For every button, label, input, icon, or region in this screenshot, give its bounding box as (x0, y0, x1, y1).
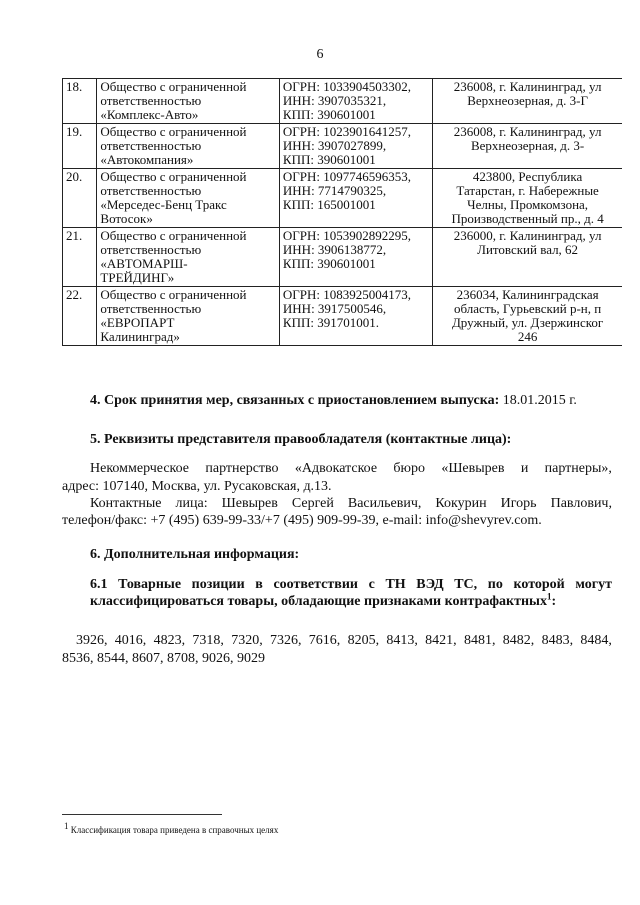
justified-text: Контактные лица: Шевырев Сергей Васильевич, Кокурин Игорь Павлович, (90, 496, 612, 511)
section-6-1-line1 (90, 577, 612, 593)
footnote-text: Классификация товара приведена в справочных целях (70, 825, 279, 835)
address-line: Дружный, ул. Дзержинског (451, 315, 604, 330)
address-line: Литовский вал, 62 (477, 242, 579, 257)
registration-codes-line: ИНН: 3906138772, (282, 242, 387, 257)
registration-codes-line: ОГРН: 1033904503302, (282, 79, 412, 94)
section-5-para2-line1 (90, 496, 612, 512)
registration-codes-line: КПП: 165001001 (282, 197, 376, 212)
row-number: 18. (63, 79, 97, 124)
organization-name-line: Общество с ограниченной (100, 124, 247, 139)
registration-codes (279, 287, 432, 346)
organization-name-line: Общество с ограниченной (100, 169, 247, 184)
section-5-para1-line2: адрес: 107140, Москва, ул. Русаковская, д.13. (62, 479, 332, 494)
address-line: Верхнеозерная, д. 3-Г (467, 93, 588, 108)
organization-name-line: «Автокомпания» (100, 152, 194, 167)
organization-name-line: ответственностью (100, 183, 202, 198)
registration-codes-line: ИНН: 3907027899, (282, 138, 387, 153)
footnote-divider (62, 814, 222, 815)
registration-codes (279, 228, 432, 287)
section-5-para1-line1 (90, 461, 612, 477)
address (433, 287, 622, 346)
organization-name-line: Вотосок» (100, 211, 153, 226)
organization-name-line: Общество с ограниченной (100, 287, 247, 302)
footnote (64, 821, 279, 835)
address-line: 236000, г. Калининград, ул (453, 228, 602, 243)
organization-name-line: ответственностью (100, 301, 202, 316)
registration-codes (279, 124, 432, 169)
organization-name (97, 228, 280, 287)
address-line: 246 (517, 329, 538, 344)
table-row (63, 169, 623, 228)
address-line: Верхнеозерная, д. 3- (470, 138, 585, 153)
organization-name (97, 79, 280, 124)
address-line: Татарстан, г. Набережные (456, 183, 599, 198)
registration-codes-line: ОГРН: 1053902892295, (282, 228, 412, 243)
hs-codes-line2: 8536, 8544, 8607, 8708, 9026, 9029 (62, 651, 265, 666)
section-5-heading: 5. Реквизиты представителя правообладателя (контактные лица): (90, 432, 512, 447)
organization-name (97, 169, 280, 228)
section-6-1-line2: классифицироваться товары, обладающие признаками контрафактных$^1$: (90, 591, 557, 609)
row-number: 19. (63, 124, 97, 169)
section-6-heading: 6. Дополнительная информация: (90, 547, 300, 562)
organization-name-line: Общество с ограниченной (100, 79, 247, 94)
organization-name-line: «Мерседес-Бенц Тракс (100, 197, 227, 212)
address-line: 423800, Республика (472, 169, 583, 184)
table-row (63, 79, 623, 124)
registration-codes-line: ОГРН: 1097746596353, (282, 169, 412, 184)
address-line: область, Гурьевский р-н, п (454, 301, 602, 316)
row-number: 21. (63, 228, 97, 287)
section-4-heading (90, 393, 577, 409)
registration-codes (279, 79, 432, 124)
address-line: 236008, г. Калининград, ул (453, 124, 602, 139)
justified-text: Некоммерческое партнерство «Адвокатское бюро «Шевырев и партнеры», (90, 461, 612, 476)
row-number: 20. (63, 169, 97, 228)
organization-name-line: ТРЕЙДИНГ» (100, 270, 175, 285)
registration-codes-line: ОГРН: 1083925004173, (282, 287, 412, 302)
organization-name-line: «АВТОМАРШ- (100, 256, 188, 271)
organization-name (97, 287, 280, 346)
address-line: 236008, г. Калининград, ул (453, 79, 602, 94)
registration-codes-line: ОГРН: 1023901641257, (282, 124, 412, 139)
registration-codes-line: КПП: 391701001. (282, 315, 379, 330)
justified-text: 6.1 Товарные позиции в соответствии с ТН ВЭД ТС, по которой могут (90, 577, 612, 592)
section-5-para2-line2: телефон/факс: +7 (495) 639-99-33/+7 (495) 909-99-39, e-mail: info@shevyrev.com. (62, 513, 542, 528)
address (433, 169, 622, 228)
footnote-ref: 1 (547, 591, 552, 602)
address-line: 236034, Калининградская (456, 287, 599, 302)
hs-codes-line1 (76, 633, 612, 649)
organization-name-line: ответственностью (100, 242, 202, 257)
address (433, 79, 622, 124)
page-number: 6 (316, 47, 324, 62)
organization-name-line: ответственностью (100, 93, 202, 108)
address (433, 124, 622, 169)
registration-codes (279, 169, 432, 228)
organization-name-line: Калининград» (100, 329, 180, 344)
section-4-date: 18.01.2015 г. (502, 393, 577, 408)
registration-codes-line: КПП: 390601001 (282, 256, 376, 271)
section-4-label: 4. Срок принятия мер, связанных с приостановлением выпуска: (90, 393, 500, 408)
organization-name-line: «Комплекс-Авто» (100, 107, 199, 122)
organization-name-line: ответственностью (100, 138, 202, 153)
address-line: Челны, Промкомзона, (467, 197, 589, 212)
footnote-mark: 1 (64, 821, 69, 831)
address (433, 228, 622, 287)
address-line: Производственный пр., д. 4 (451, 211, 604, 226)
registration-codes-line: КПП: 390601001 (282, 107, 376, 122)
registration-codes-line: ИНН: 3917500546, (282, 301, 387, 316)
registration-codes-line: ИНН: 3907035321, (282, 93, 387, 108)
table-row (63, 287, 623, 346)
organization-name-line: Общество с ограниченной (100, 228, 247, 243)
registration-codes-line: ИНН: 7714790325, (282, 183, 387, 198)
rightholder-table (62, 78, 622, 346)
table-row (63, 124, 623, 169)
organization-name (97, 124, 280, 169)
row-number: 22. (63, 287, 97, 346)
table-row (63, 228, 623, 287)
justified-text: 3926, 4016, 4823, 7318, 7320, 7326, 7616, 8205, 8413, 8421, 8481, 8482, 8483, 8484, (76, 633, 612, 648)
organization-name-line: «ЕВРОПАРТ (100, 315, 175, 330)
registration-codes-line: КПП: 390601001 (282, 152, 376, 167)
